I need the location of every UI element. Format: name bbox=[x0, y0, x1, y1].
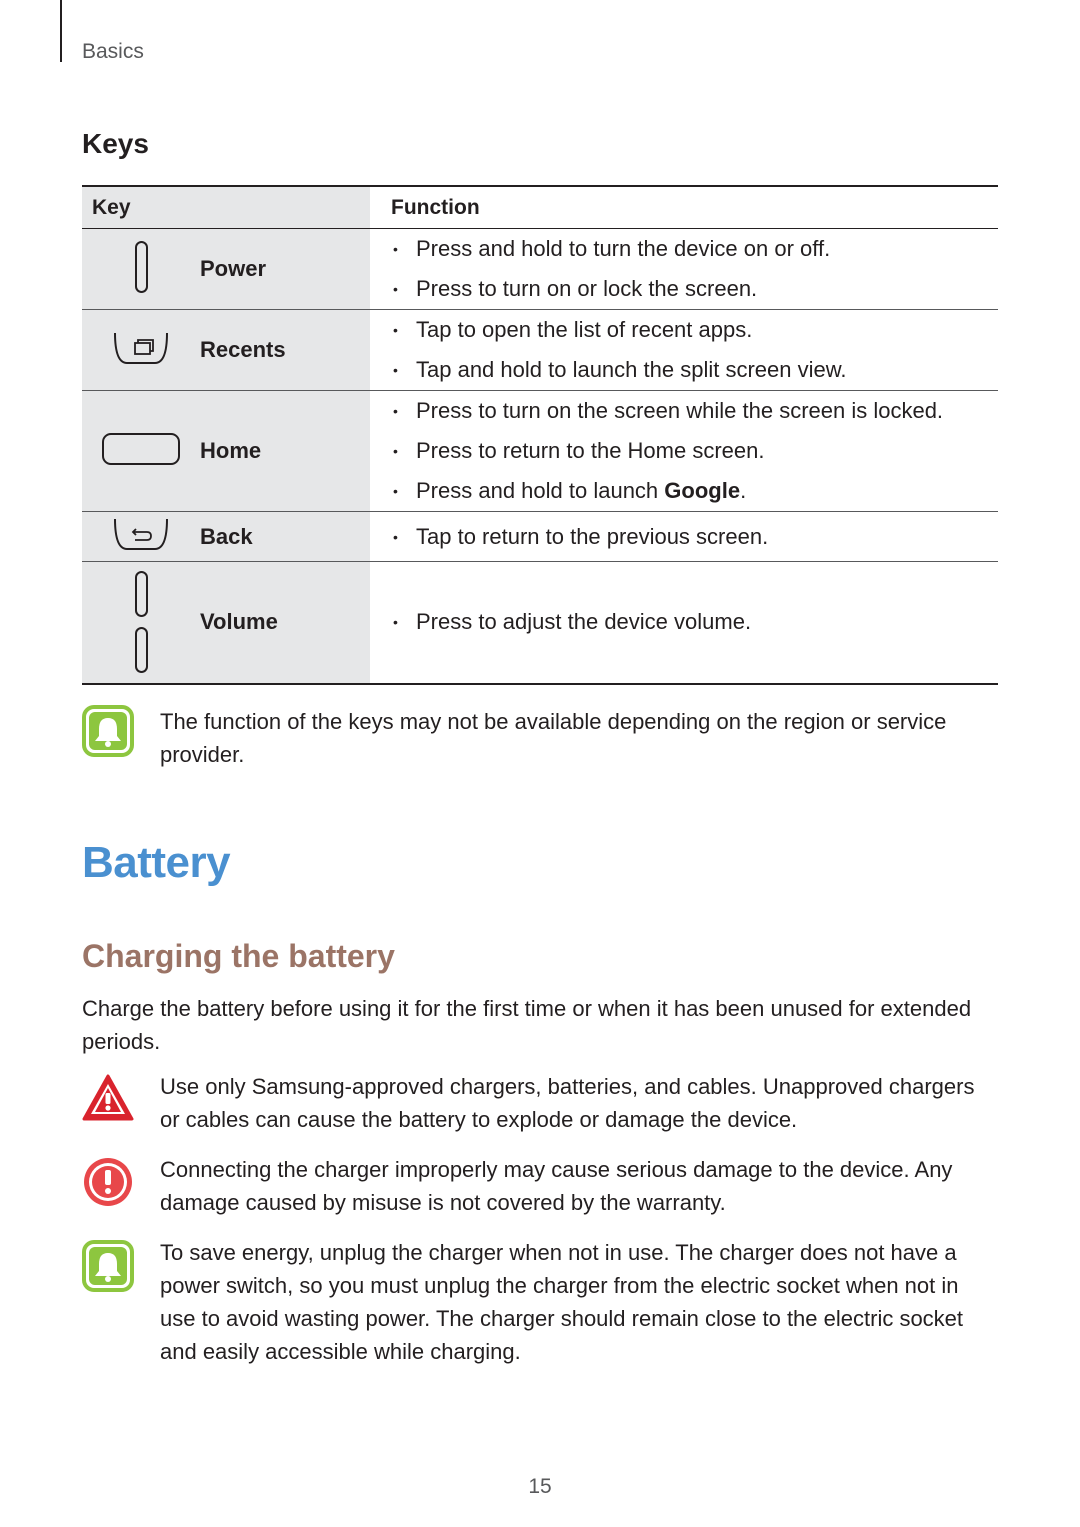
key-name: Back bbox=[200, 512, 370, 562]
col-key-header: Key bbox=[82, 186, 370, 229]
back-key-icon bbox=[82, 512, 200, 562]
section-header: Basics bbox=[82, 40, 144, 63]
key-name: Home bbox=[200, 391, 370, 512]
keys-table bbox=[82, 185, 998, 685]
key-name: Volume bbox=[200, 562, 370, 684]
warning-triangle-icon bbox=[82, 1072, 134, 1124]
key-name: Power bbox=[200, 229, 370, 310]
function-item: • Press and hold to turn the device on or off. bbox=[391, 229, 998, 269]
keys-heading: Keys bbox=[82, 128, 149, 159]
function-item: • Press to turn on the screen while the screen is locked. bbox=[391, 391, 998, 431]
table-row bbox=[82, 391, 998, 512]
function-item: • Tap and hold to launch the split screen view. bbox=[391, 350, 998, 390]
table-row bbox=[82, 512, 998, 562]
energy-note bbox=[82, 1236, 998, 1368]
home-key-icon bbox=[82, 391, 200, 512]
function-item: • Press to adjust the device volume. bbox=[391, 602, 998, 642]
recents-key-icon bbox=[82, 310, 200, 391]
function-item: • Tap to return to the previous screen. bbox=[391, 517, 998, 557]
volume-key-icon bbox=[82, 562, 200, 684]
table-row bbox=[82, 562, 998, 684]
note-text: To save energy, unplug the charger when not in use. The charger does not have a power switch, so you must unplug the charger from the electric socket when not in use to avoid wasting power. The charger should remain close to the electric socket and easily accessible while charging. bbox=[160, 1240, 964, 1364]
table-row bbox=[82, 229, 998, 310]
google-app-name: Google bbox=[664, 478, 741, 503]
keys-note bbox=[82, 705, 998, 771]
function-text: . bbox=[740, 478, 747, 503]
function-item bbox=[391, 471, 998, 511]
function-item: • Press to turn on or lock the screen. bbox=[391, 269, 998, 309]
key-name: Recents bbox=[200, 310, 370, 391]
section-title: Charging the battery bbox=[82, 938, 395, 974]
function-item: • Tap to open the list of recent apps. bbox=[391, 310, 998, 350]
function-item: • Press to return to the Home screen. bbox=[391, 431, 998, 471]
header-rule bbox=[60, 0, 62, 62]
power-key-icon bbox=[82, 229, 200, 310]
note-text: The function of the keys may not be available depending on the region or service provider. bbox=[160, 709, 947, 767]
caution-exclamation-icon bbox=[82, 1156, 134, 1208]
caution-text: Connecting the charger improperly may cause serious damage to the device. Any damage caused by misuse is not covered by the warranty. bbox=[160, 1157, 953, 1215]
caution-note bbox=[82, 1153, 998, 1219]
warning-note bbox=[82, 1070, 998, 1136]
note-bell-icon bbox=[82, 1240, 134, 1292]
function-text: Press and hold to launch bbox=[416, 478, 665, 503]
page-title: Battery bbox=[82, 838, 231, 887]
table-row bbox=[82, 310, 998, 391]
page-number: 15 bbox=[528, 1475, 552, 1498]
col-function-header: Function bbox=[370, 186, 998, 229]
note-bell-icon bbox=[82, 705, 134, 757]
intro-paragraph: Charge the battery before using it for the first time or when it has been unused for extended periods. bbox=[82, 996, 972, 1054]
warning-text: Use only Samsung-approved chargers, batteries, and cables. Unapproved chargers or cables can cause the battery to explode or damage the device. bbox=[160, 1074, 975, 1132]
